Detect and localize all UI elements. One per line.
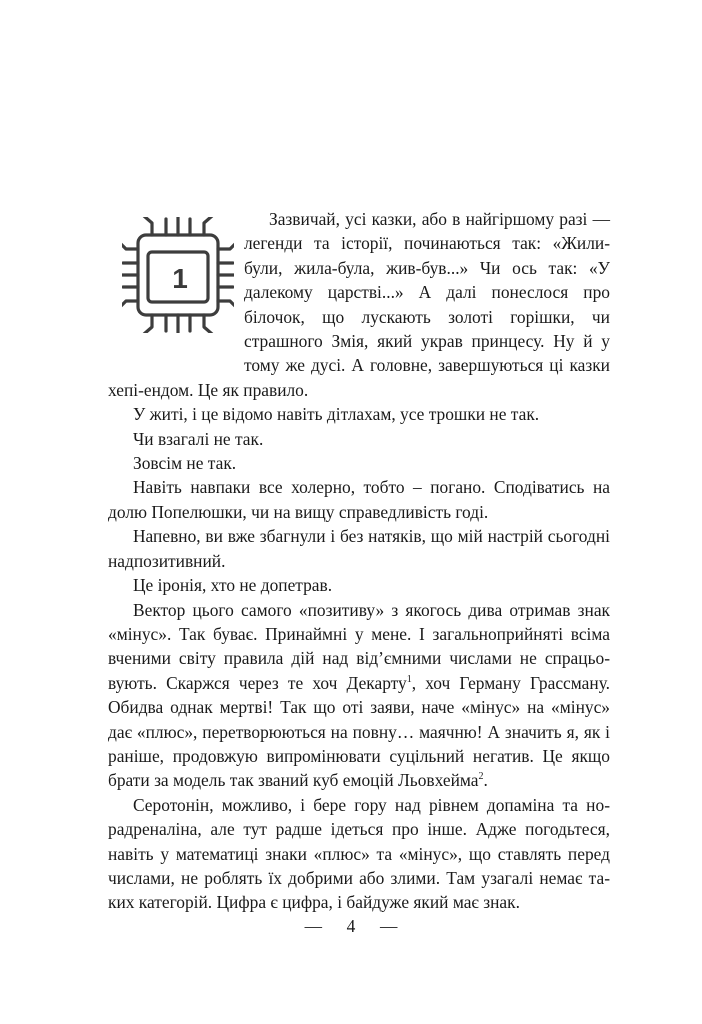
- chapter-marker: [108, 209, 244, 355]
- paragraph: [108, 598, 610, 793]
- paragraph-text: .: [483, 770, 488, 791]
- paragraph: Навіть навпаки все холерно, тобто – погано. Сподіватись на долю Попелюшки, чи на вищу справедливість годі.: [108, 477, 610, 522]
- paragraph: У житі, і це відомо навіть дітлахам, усе трошки не так.: [133, 404, 540, 425]
- paragraph: Напевно, ви вже збагнули і без натяків, що мій настрій сьогодні надпозитивний.: [108, 526, 610, 571]
- folio-dash: —: [380, 916, 398, 936]
- paragraph: Зовсім не так.: [133, 453, 237, 474]
- paragraph: Серотонін, можливо, і бере гору над рівнем допаміна та норадреналіна, але тут радше ідеться про інше. Адже погодьтеся, навіть у математиці знаки «плюс» та «мінус», що ставлять перед числами, не роблять їх добрими або злими. Там узагалі немає таких категорій. Цифра є цифра, і байдуже який має знак.: [108, 794, 610, 913]
- chapter-number: 1: [172, 263, 188, 294]
- paragraph: Чи взагалі не так.: [133, 428, 264, 449]
- folio-dash: —: [304, 916, 322, 936]
- body-text: [108, 207, 610, 915]
- footnote-ref[interactable]: 2: [478, 771, 484, 783]
- paragraph-text: , хоч Герману Грассману. Обидва однак мертві! Так що оті заяви, наче «мінус» на «мінус» дає «плюс», перетворюються на повну… маячню! А значить я, як і раніше, продовжую випромінювати суцільний негатив. Це якщо брати за модель так званий куб емоцій Льовхейма: [108, 672, 610, 791]
- paragraph: Зазвичай, усі казки, або в найгіршому разі — легенди та історії, починаються так: «Жили-були, жила-була, жив-був...» Чи ось так: «У далекому царстві...» А далі понеслося про білочок, що лускають золоті горішки, чи страшного Змія, який украв принцесу. Ну й у тому же дусі. А головне, завершуються ці казки хепі-ендом. Це як правило.: [108, 209, 610, 400]
- page-footer: [0, 914, 702, 938]
- paragraph: Це іронія, хто не допетрав.: [133, 575, 333, 596]
- footnote-ref[interactable]: 1: [406, 673, 412, 685]
- page-number: 4: [346, 916, 356, 936]
- paragraph-text: Вектор цього самого «позитиву» з якогось дива отримав знак «мінус». Так буває. Принаймні у мене. І загальноприйняті всіма вченими світу правила дій над від’ємними числами не спрацьовують. Скаржся через те хоч Декарту: [108, 599, 610, 693]
